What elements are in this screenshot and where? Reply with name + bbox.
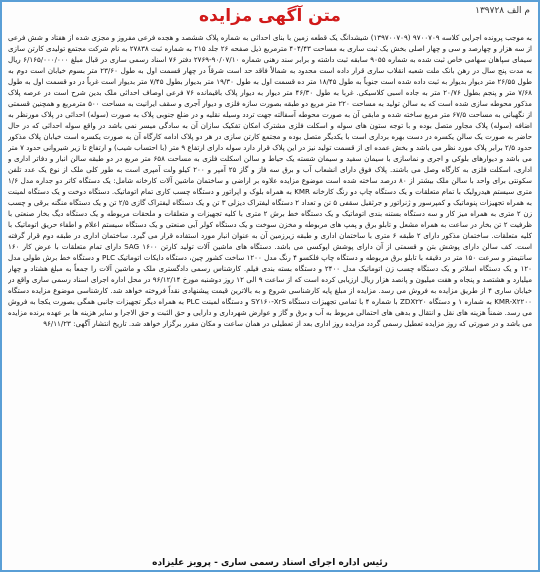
notice-signature: رئیس اداره اجرای اسناد رسمی ساری - پرویز علیزاده [152, 558, 388, 568]
notice-body [8, 32, 532, 554]
reference-code: م الف ۱۳۹۷۲۸ [475, 6, 530, 16]
notice-body-paragraph: به موجب پرونده اجرایی کلاسه ۹۷۰۰۷۰۹ (۱۳۹۷۰۰۷۰۹) شیشدانگ یک قطعه زمین با بنای احداثی به شماره پلاک ششصد و هجده فرعی مفروز و مجزی شده از هفتاد و شش فرعی از سه هزار و چهارصد و سی و چهار اصلی بخش یک ثبت ساری به مساحت ۴۰۴/۴۳ مترمربع ذیل صفحه ۲۶ جلد ۲۱۵ به شماره ثبت ۲۷۸۳۸ به نام شرکت مجتمع تولیدی کارتن سازی سیمای سپاهان سهامی خاص ثبت شده به شماره ۹۰۵۵ سابقه ثبت داشته و برابر سند رهنی شماره ۹۰/۰۷/۱۰-۲۷۶۹ دفتر ۷۶ اسناد رسمی ساری در قبال مبلغ ۶/۱۶۵/۰۰۰/۰۰۰ ریال به مدت پنج سال در رهن بانک ملت شعبه انقلاب ساری قرار داده است محدود به شمالاً فاقد حد است شرقاً در چهار قسمت اول به طول ۲۳/۶۰ متر بسوم خیابان است دوم به طول ۲۶/۵۵ متر دیوار بدیوار به ثبت داده شده است جنوباً به طول ۱۸/۴۵ متر ده قسمت اول به طول ۱۹/۳۰ متر بدیوار بطول ۷/۴۵ متر بدیوار است غرباً در دو قسمت اول به طول ۷/۶۸ متر و پنجم بطول ۲۰/۷۶ متر به جاده اسبی کلاسیکی. غربا به طول ۴۶/۳۰ متر دیوار به دیوار پلاک باقیمانده ۷۶ فرعی اوصاف احداثی ملک بدین شرح است در عرصه پلاک مذکور محوطه سازی شده است که به سالن تولید به مساحت ۲۲۰ متر مربع دو طبقه بصورت سازه فلزی و دیوار آجری و سقف ایرانیت به مساحت ۵۰۰ مترمربع و همچنین قسمتی از نگهبانی به مساحت ۶۷/۵ متر مربع ساخته شده و مابقی آن به صورت محوطه آسفالته جهت تردد وسیله نقلیه و در ضلع جنوبی پلاک به صورت (سوله) احداثی در پلاک مورنظر به اضافه (سوله) پلاک مجاور متصل بوده و با توجه ستون های سوله و اسکلت فلزی مشترک امکان تفکیک سازان آن به سادگی میسر نمی باشد در واقع سوله احداثی که در حال حاضر به صورت یک سالن یکسره در دست بهره برداری است با یکدیگر متصل بوده و مجتمع کارتن سازی در هر دو پلاک ادامه کارگاه آن به صورت یکسره است خیابان پلاک مذکور حدود ۲/۵ برابر پلاک مورد نظر می باشد و بخش عمده ای از قسمت تولید نیز در این پلاک قرار دارد سوله دارای ارتفاع ۹ متر (با احتساب شیب) و ارتفاع تا زیر شیروانی حدود ۷ متر می باشد و دیوارهای بلوکی و اجری و نماسازی با سیمان سفید و سیمان شسته یک حیاط و سالن اسکلت فلزی به مساحت ۶۵۸ متر مربع در دو طبقه سالن انبار و دفاتر اداری و اداری، اسکلت فلزی به کارگاه وصل می باشند. پلاک فوق دارای انشعاب آب و برق سه فاز و گاز ۲۵ آمپر و ۲۰۰ کیلو ولت آمپری است به طور کلی ملک از نوع یک عدد تلفن سکونتی برای واحد با سالن ملک بیشتر از ۸۰ درصد ساخته شده است موضوع مزایده علاوه بر اراضی و ساختمان ماشین آلات کارخانه شامل: یک دستگاه کاتر دو جداره مدل ۱/۶ متری سیستم هیدرولیک با تمام متعلقات و یک دستگاه چاپ دو رنگ کارخانه KMR به همراه بلوک و اپراتور و دستگاه چسب کاری تمام اتوماتیک. دستگاه دوخت و یک دستگاه لمینت به همراه تجهیزات پنوماتیک و کمپرسور و ژنراتور و جرثقیل سقفی ۵ تن و تعداد ۲ دستگاه لیفتراک دیزلی ۳ تن و یک دستگاه لیفتراک گازی ۲/۵ تن و یک دستگاه منگنه برقی و چسب زن ۲ متری به همراه میز کار و سه دستگاه بستنه بندی اتوماتیک و یک دستگاه خط برش ۲ متری با کلیه تجهیزات و متعلقات و ملحقات مربوطه و یک دستگاه دیگ بخار صنعتی با ظرفیت ۲ تن بخار در ساعت به همراه مشعل و تابلو برق و پمپ های مربوطه و مخزن سوخت و یک دستگاه کولر آبی صنعتی و یک دستگاه سیستم اعلام و اطفاء حریق اتوماتیک با کلیه متعلقات. ساختمان مذکور دارای ۲ طبقه ۶ متری با ساختمان اداری و طبقه زیرزمین آن به عنوان انبار مورد استفاده قرار می گیرد. ساختمان اداری در طبقه دوم قرار گرفته است. کف سالن دارای پوشش بتن و قسمتی از آن دارای پوشش اپوکسی می باشد. دستگاه های ماشین آلات تولید کارتن SAG ۱۶۰۰ دارای تمام متعلقات با عرض کار ۱۶۰ سانتیمتر و سرعت ۱۵۰ متر در دقیقه با تابلو برق مربوطه و دستگاه چاپ فلکسو ۴ رنگ مدل ۱۲۰۰ ساخت کشور چین، دستگاه دایکات اتوماتیک PLC و دستگاه خط برش طولی مدل ۱۲۰ و یک دستگاه اسلاتر و یک دستگاه چسب زن اتوماتیک مدل ۲۴۰۰ و دستگاه بسته بندی فیلم. کارشناس رسمی دادگستری ملک و ماشین آلات را جمعاً به مبلغ هشتاد و چهار میلیارد و هشتصد و پنجاه و هفت میلیون و پانصد هزار ریال ارزیابی کرده است که از ساعت ۹ الی ۱۲ روز دوشنبه مورخ ۹۶/۱۲/۱۴ در محل اداره اجرای اسناد رسمی ساری واقع در خیابان ساری ۴ از طریق مزایده به فروش می رسد. مزایده از مبلغ پایه کارشناسی شروع و به بالاترین قیمت پیشنهادی نقداً فروخته خواهد شد. کارشناسی موضوع مزایده دستگاه KMR-X۲۲۰۰ به شماره ۱ و دستگاه ZDX۲۲۰ با شماره ۴ با تمامی تجهیزات دستگاه SY۱۶۰-XrS و دستگاه لمینت PLC به همراه دیگر تجهیزات جانبی همگی بصورت یکجا به فروش می رسد. ضمناً هزینه های نقل و انتقال و بدهی های احتمالی مربوط به آب و برق و گاز و عوارض شهرداری و دارایی و حق الثبت و حق الاجرا و سایر هزینه ها بر عهده برنده مزایده می باشد و در صورتی که روز مزایده تعطیل رسمی گردد مزایده روز اداری بعد از تعطیلی در همان ساعت و مکان مقرر برگزار خواهد شد. تاریخ انتشار آگهی: ۹۶/۱۱/۲۳ [8, 33, 532, 328]
notice-title: متن آگهی مزایده [199, 6, 341, 26]
